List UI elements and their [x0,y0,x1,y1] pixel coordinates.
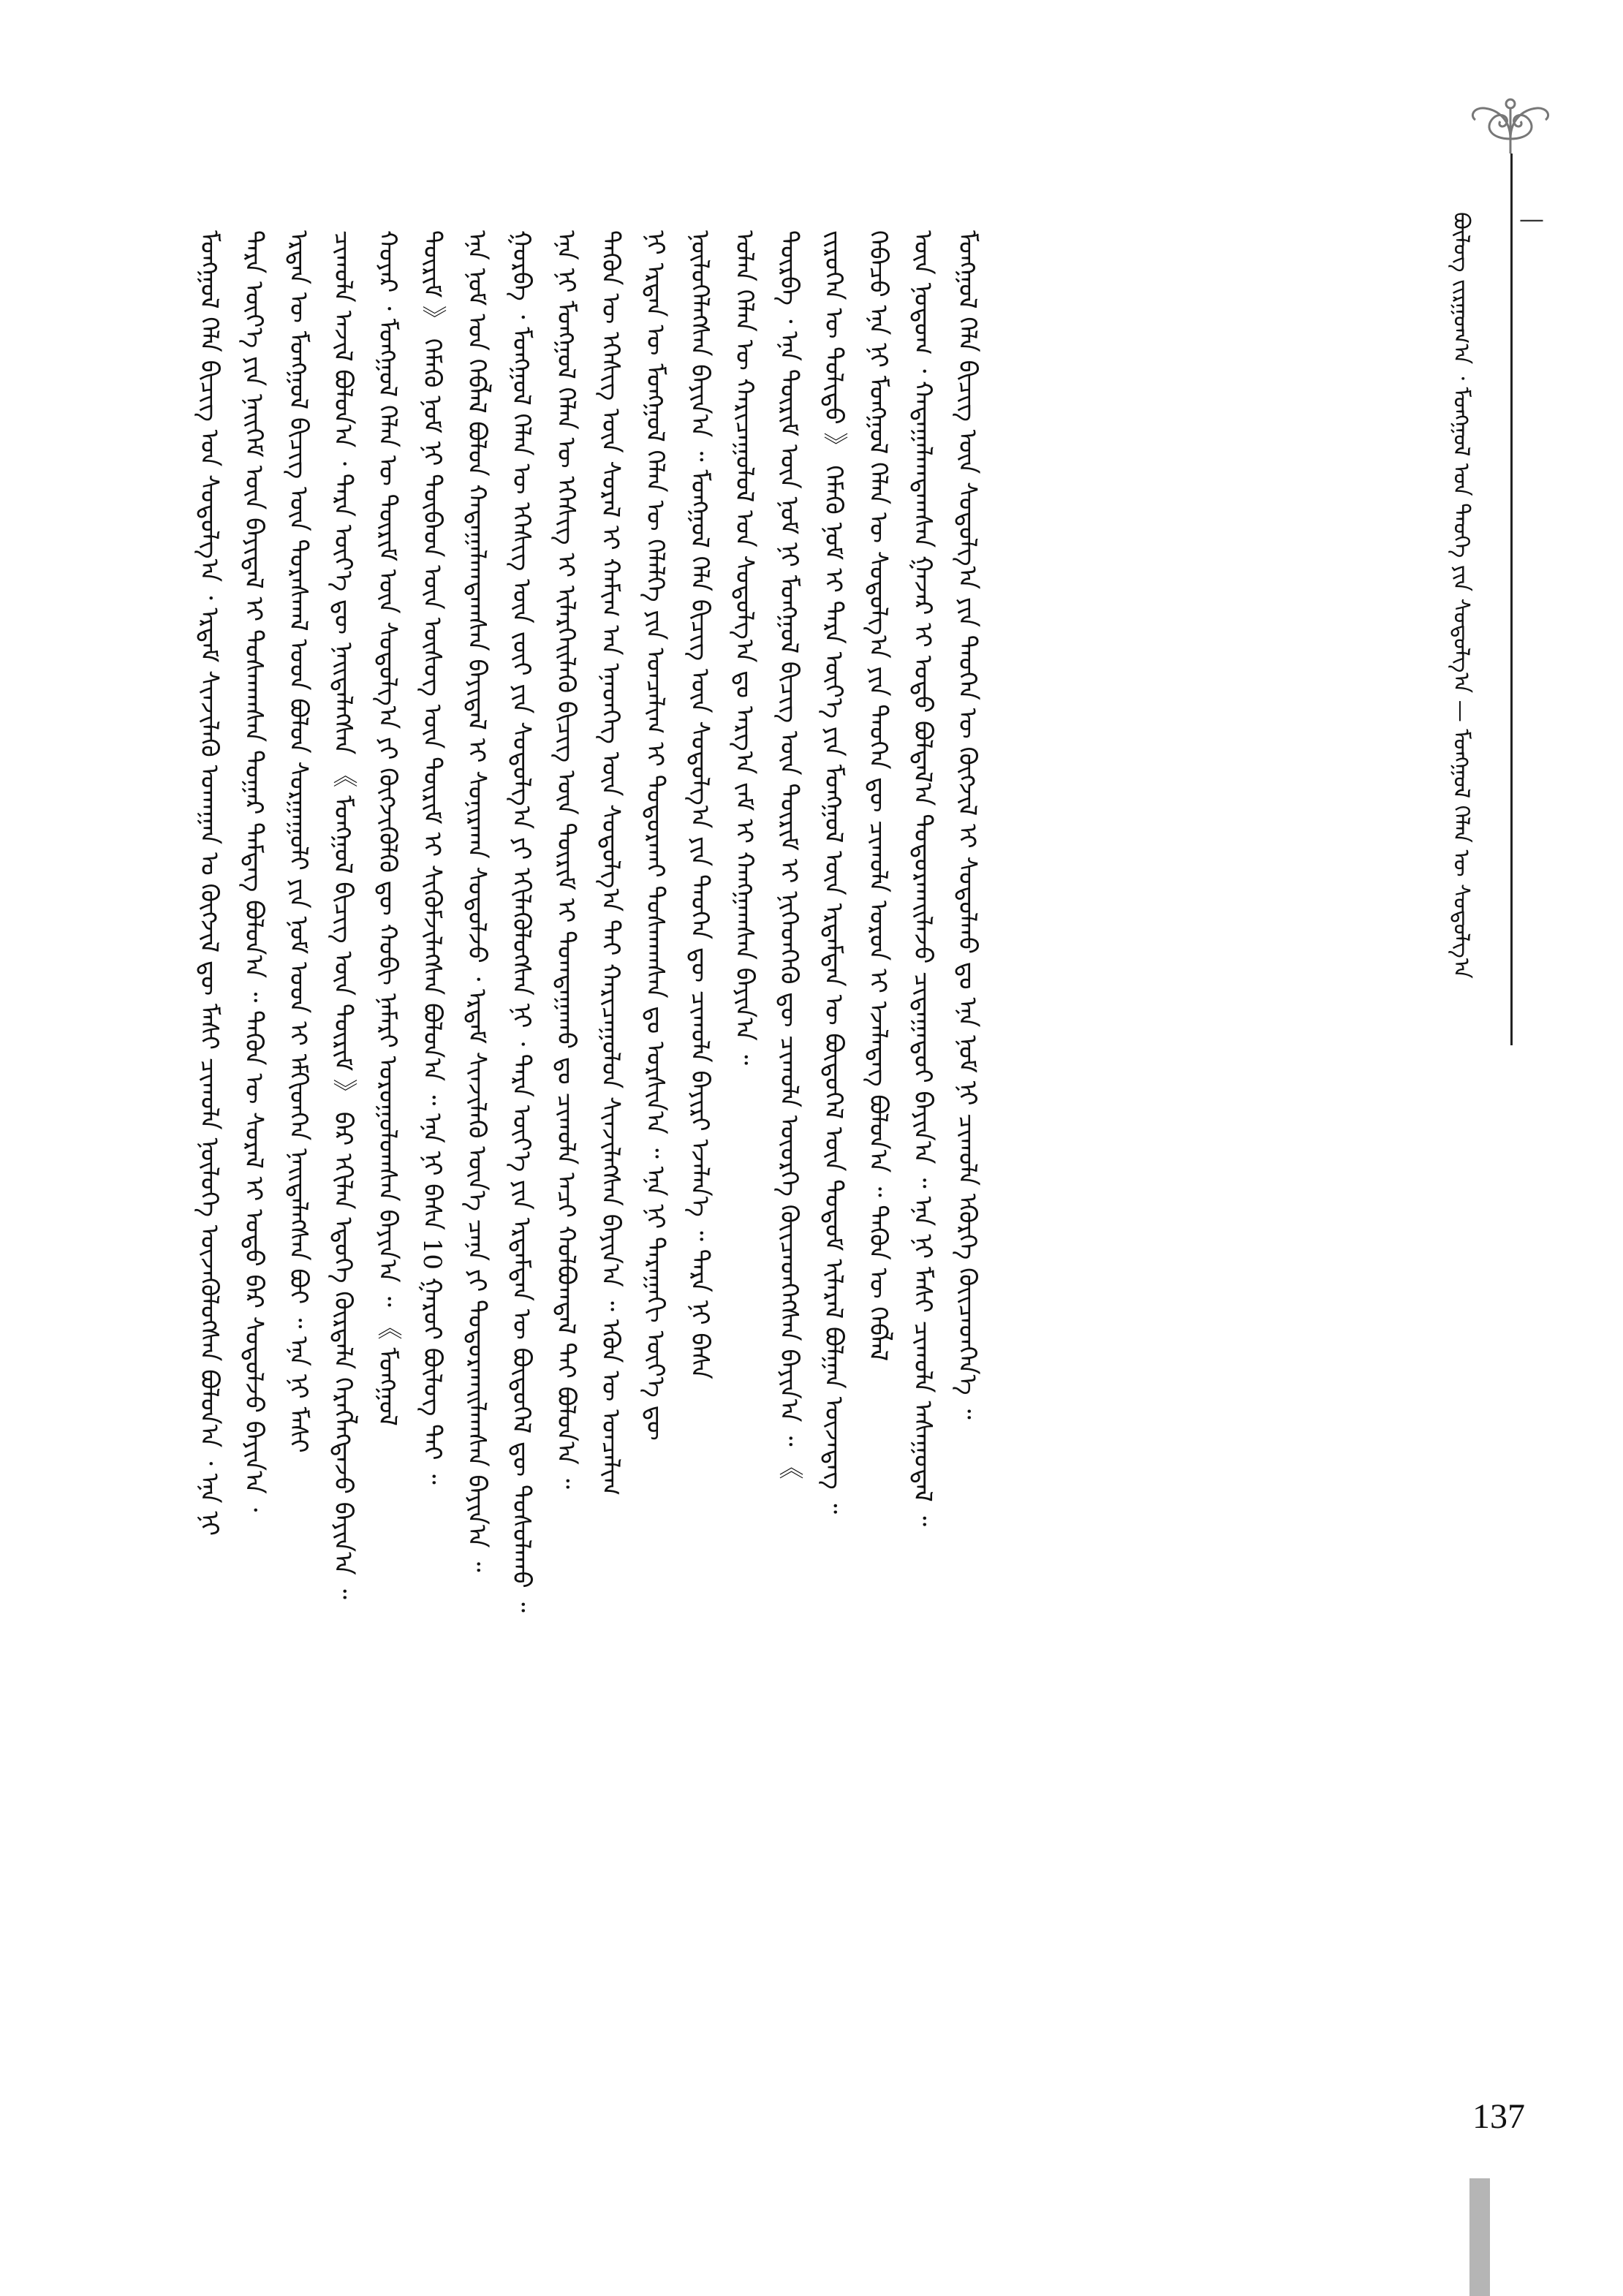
main-text [186,230,1396,2204]
text-column: ᠳᠦᠷᠢᠮ 》 ᠬᠡᠮᠡᠬᠦ ᠨᠣᠮ ᠨᠢ ᠲᠦᠪᠡᠳ ᠦᠨ ᠦᠰᠦᠭ ᠦᠨ ᠳᠦᠷᠢᠮ ᠢ ᠰᠢᠭᠦᠮᠵᠢᠯᠡᠭᠰᠡᠨ ᠪᠣᠯᠤᠨ᠎ᠠ ᠃ ᠡᠨᠡ ᠨᠢ ᠪᠠᠰᠠ 10 ᠭᠠᠷᠤᠢ ᠪᠦᠯᠦᠭ ᠲᠡᠢ ᠃ [417,230,447,1485]
text-column: ᠨᠥᠯᠦᠭᠡᠯᠡᠭᠰᠡᠨ ᠪᠠᠶᠢᠨ᠎ᠠ ᠃ ᠮᠣᠩᠭᠣᠯ ᠬᠡᠯᠡ ᠪᠢᠴᠢᠭ ᠦᠨ ᠰᠤᠳᠤᠯᠭ᠎ᠠ ᠶᠢᠨ ᠲᠡᠦᠬᠡᠨ ᠳᠦ ᠴᠢᠬᠤᠯᠠ ᠪᠠᠶᠢᠷᠢ ᠡᠵᠡᠯᠡᠨ᠎ᠡ ᠃ ᠲᠡᠷᠡ ᠨᠢ ᠪᠠᠰᠠ [685,230,714,1379]
running-header [1433,88,1565,1053]
text-column: ᠵᠢᠷᠦᠭᠡᠨ ᠦ ᠲᠣᠯᠢᠲᠤ 》 ᠬᠡᠮᠡᠬᠦ ᠨᠣᠮ ᠢ ᠲᠡᠷᠡ ᠦᠶ᠎ᠡ ᠶᠢᠨ ᠮᠣᠩᠭᠣᠯ ᠦᠨ ᠡᠷᠳᠡᠮᠲᠡᠨ ᠦ ᠪᠦᠲᠦᠭᠡᠯ ᠦᠨ ᠳᠤᠲᠤᠮ ᠢᠯᠡᠷᠡᠯ ᠪᠣᠯᠭᠠᠨ ᠦᠵᠡᠳᠡᠭ ᠃ [819,230,848,1514]
text-column: ᠭᠤᠷᠪᠠ ᠂ ᠮᠣᠩᠭᠣᠯ ᠬᠡᠯᠡᠨ ᠦ ᠡᠭᠡᠰᠢᠭ ᠦᠨ ᠵᠦᠢ ᠶᠢᠨ ᠰᠤᠳᠤᠯᠭ᠎ᠠ ᠶᠢ ᠡᠬᠢᠯᠡᠭᠦᠯᠦᠭᠰᠡᠨ ᠨᠢ ᠂ ᠲᠡᠷᠡ ᠦᠶ᠎ᠡ ᠶᠢᠨ ᠡᠷᠳᠡᠮᠲᠡᠨ ᠦ ᠪᠦᠲᠦᠭᠡᠯ ᠳᠦ ᠲᠤᠰᠤᠯᠠᠬᠤ ᠃ [507,230,536,1613]
page-edge-tab [1469,2178,1490,2296]
text-column: ᠮᠣᠩᠭᠣᠯ ᠬᠡᠯᠡ ᠪᠢᠴᠢᠭ ᠤᠨ ᠰᠤᠳᠤᠯᠭ᠎ᠠ ᠂ ᠡᠷᠳᠡᠮ ᠰᠢᠨᠵᠢᠯᠡᠬᠦ ᠤᠬᠠᠭᠠᠨ ᠤ ᠬᠥᠭᠵᠢᠯ ᠳᠦ ᠮᠠᠰᠢ ᠴᠢᠬᠤᠯᠠ ᠨᠥᠯᠦᠭᠡ ᠦᠵᠡᠭᠦᠯᠦᠭᠰᠡᠨ ᠪᠣᠯᠤᠨ᠎ᠠ ᠂ ᠡᠨᠡ ᠨᠢ [194,230,224,1537]
text-column: ᠳᠥᠷᠪᠡ ᠂ ᠡᠨᠡ ᠳᠦᠷᠢᠮ ᠦᠨ ᠨᠣᠮ ᠨᠢ ᠮᠣᠩᠭᠣᠯ ᠪᠢᠴᠢᠭ ᠦᠨ ᠳᠦᠷᠢᠮ ᠢ ᠨᠢᠭᠡᠳᠭᠡᠬᠦ ᠳᠦ ᠴᠢᠬᠤᠯᠠ ᠦᠦᠷᠭᠡ ᠭᠦᠢᠴᠡᠳᠬᠡᠭᠰᠡᠨ ᠪᠠᠶᠢᠨ᠎ᠠ ᠃ 《 [774,230,803,1479]
text-column: ᠬᠣᠶᠠᠷ ᠂ ᠮᠣᠩᠭᠣᠯ ᠬᠡᠯᠡᠨ ᠦ ᠳᠦᠷᠢᠮ ᠦᠨ ᠰᠤᠳᠤᠯᠭ᠎ᠠ ᠶᠢ ᠬᠥᠭᠵᠢᠭᠦᠯᠬᠦ ᠳᠦ ᠬᠤᠪᠢ ᠨᠡᠮᠡᠷᠢ ᠣᠷᠣᠭᠤᠯᠤᠭᠰᠠᠨ ᠪᠠᠶᠢᠨ᠎ᠠ ᠃ 《 ᠮᠣᠩᠭᠣᠯ [373,230,402,1426]
text-column: ᠨᠢ ᠡᠷᠲᠡᠨ ᠦ ᠮᠣᠩᠭᠣᠯ ᠬᠡᠯᠡᠨ ᠦ ᠬᠡᠯᠡᠯᠭᠡ ᠶᠢᠨ ᠣᠨᠴᠠᠯᠢᠭ ᠢ ᠲᠣᠳᠣᠷᠬᠠᠢ ᠲᠤᠰᠬᠠᠭᠰᠠᠨ ᠳᠤ ᠣᠷᠰᠢᠨ᠎ᠠ ᠃ ᠡᠨᠡ ᠨᠢ ᠳᠠᠷᠠᠭᠠᠬᠢ ᠦᠶ᠎ᠡ ᠳᠦ [640,230,670,1441]
running-header-title: ᠪᠦᠯᠦᠭ ᠵᠢᠷᠭᠤᠭ᠎ᠠ ᠂ ᠮᠣᠩᠭᠣᠯ ᠤᠨ ᠲᠡᠦᠬᠡ ᠶᠢᠨ ᠰᠤᠳᠤᠯᠭ᠎ᠠ — ᠮᠣᠩᠭᠣᠯ ᠬᠡᠯᠡᠨ ᠦ ᠰᠤᠳᠤᠯᠭ᠎ᠠ [1448,212,1474,979]
text-column: ᠲᠡᠷᠡ ᠦᠶ᠎ᠡ ᠶᠢᠨ ᠨᠡᠢᠭᠡᠮ ᠦᠨ ᠪᠠᠶᠢᠳᠠᠯ ᠢ ᠲᠤᠰᠬᠠᠭᠰᠠᠨ ᠳᠤᠭᠠᠷ ᠲᠡᠮᠳᠡᠭ ᠪᠣᠯᠤᠨ᠎ᠠ ᠃ ᠲᠡᠭᠦᠨ ᠦ ᠰᠤᠷᠠᠯ ᠢ ᠣᠳᠣ ᠪᠠᠷ ᠰᠤᠳᠤᠯᠵᠤ ᠪᠠᠶᠢᠨ᠎ᠠ ᠂ [239,230,268,1512]
text-column: ᠮᠣᠩᠭᠣᠯ ᠬᠡᠯᠡ ᠪᠢᠴᠢᠭ ᠦᠨ ᠰᠤᠳᠤᠯᠭ᠎ᠠ ᠶᠢᠨ ᠲᠡᠦᠬᠡᠨ ᠦ ᠬᠥᠭᠵᠢᠯ ᠢ ᠰᠤᠳᠤᠯᠬᠤ ᠳᠤ ᠡᠨᠡ ᠨᠣᠮ ᠨᠢ ᠴᠢᠬᠤᠯᠠ ᠡᠬᠦᠷᠭᠡ ᠭᠦᠢᠴᠡᠳᠬᠡᠨ᠎ᠡ ᠃ [953,230,982,1420]
text-column: ᠭᠡᠪᠡᠴᠦ ᠡᠨᠡ ᠨᠢ ᠮᠣᠩᠭᠣᠯ ᠬᠡᠯᠡᠨ ᠦ ᠰᠤᠳᠤᠯᠭ᠎ᠠ ᠶᠢᠨ ᠲᠡᠦᠬᠡᠨ ᠳᠦ ᠴᠢᠬᠤᠯᠠ ᠣᠷᠤᠨ ᠢ ᠡᠵᠡᠯᠡᠳᠡᠭ ᠪᠣᠯᠤᠨ᠎ᠠ ᠃ ᠲᠡᠭᠦᠨ ᠦ ᠬᠡᠪᠯᠡᠯ [863,230,893,1362]
text-column: ᠡᠨᠡ ᠨᠢ ᠮᠣᠩᠭᠣᠯ ᠬᠡᠯᠡᠨ ᠦ ᠡᠭᠡᠰᠢᠭ ᠢ ᠢᠯᠡᠷᠬᠡᠢᠯᠡᠬᠦ ᠪᠢᠴᠢᠭ ᠦᠨ ᠳᠦᠷᠢᠮ ᠢ ᠲᠣᠭᠲᠠᠭᠠᠬᠤ ᠳᠤ ᠴᠢᠬᠤᠯᠠ ᠠᠴᠢ ᠬᠣᠯᠪᠣᠭᠳᠠᠯ ᠲᠠᠢ ᠪᠣᠯᠤᠨ᠎ᠠ ᠃ [551,230,580,1489]
header-separator: — [1519,205,1544,234]
text-column: ᠦᠨ ᠨᠤᠲᠤᠭ ᠂ ᠬᠠᠳᠠᠭᠠᠯᠠᠭᠳᠠᠭᠰᠠᠨ ᠭᠠᠵᠠᠷ ᠢ ᠣᠳᠣ ᠪᠣᠯᠲᠠᠯ᠎ᠠ ᠲᠣᠳᠣᠷᠬᠠᠢᠯᠠᠵᠤ ᠴᠢᠳᠠᠭᠠᠳᠤᠢ ᠪᠠᠶᠢᠨ᠎ᠠ ᠃ ᠡᠨᠡ ᠨᠢ ᠮᠠᠰᠢ ᠴᠢᠬᠤᠯᠠ ᠠᠰᠠᠭᠤᠳᠠᠯ ᠃ [908,230,937,1526]
ornament-icon [1462,88,1557,154]
page-number: 137 [1472,2097,1525,2136]
text-column: ᠡᠨᠡ ᠨᠣᠮ ᠤᠨ ᠬᠡᠪᠯᠡᠯ ᠪᠣᠯᠤᠨ ᠬᠠᠳᠠᠭᠠᠯᠠᠭᠳᠠᠭᠰᠠᠨ ᠪᠠᠶᠢᠳᠠᠯ ᠢ ᠰᠣᠨᠢᠷᠬᠠᠨ ᠰᠤᠳᠤᠯᠵᠤ ᠂ ᠡᠷᠳᠡᠮ ᠰᠢᠨᠵᠢᠯᠡᠬᠦ ᠦᠨ᠎ᠡ ᠴᠡᠨᠡ ᠶᠢ ᠲᠣᠳᠣᠷᠬᠠᠢᠯᠠᠭᠰᠠᠨ ᠪᠠᠶᠢᠨ᠎ᠠ ᠃ [462,230,491,1572]
text-column: ᠲᠡᠭᠦᠨ ᠦ ᠡᠭᠡᠰᠢᠭ ᠦᠨ ᠰᠤᠷᠠᠯ ᠢ ᠬᠠᠮᠢᠭ ᠠᠨ ᠡᠨᠡᠳᠬᠡᠭ ᠦᠨ ᠰᠤᠳᠤᠯᠭ᠎ᠠ ᠲᠠᠢ ᠬᠠᠷᠢᠴᠠᠭᠤᠯᠤᠨ ᠰᠢᠨᠵᠢᠯᠡᠭᠰᠡᠨ ᠪᠠᠶᠢᠨ᠎ᠠ ᠃ ᠡᠭᠦᠨ ᠦ ᠣᠨᠴᠠᠯᠢᠭ [596,230,625,1496]
text-column: ᠡᠷᠲᠡᠨ ᠦ ᠮᠣᠩᠭᠣᠯ ᠪᠢᠴᠢᠭ ᠦᠨ ᠳᠤᠷᠠᠰᠬᠠᠯ ᠤᠳ ᠪᠣᠯᠤᠨ ᠰᠤᠷᠭᠠᠭᠤᠯᠢ ᠶᠢᠨ ᠨᠣᠮ ᠤᠳ ᠢ ᠡᠮᠬᠢᠳᠬᠡᠨ ᠨᠡᠢᠲᠡᠯᠡᠭᠰᠡᠨ ᠪᠤᠢ ᠃ ᠡᠨᠡ ᠨᠢ ᠮᠠᠰᠢ [284,230,313,1453]
header-rule [1510,154,1513,1045]
text-column: ᠣᠯᠠᠨ ᠬᠡᠯᠡᠨ ᠦ ᠬᠠᠷᠢᠴᠠᠭᠤᠯᠤᠯ ᠤᠨ ᠰᠤᠳᠤᠯᠭ᠎ᠠ ᠳᠤ ᠠᠷᠭ᠎ᠠ ᠵᠠᠮ ᠢ ᠬᠠᠩᠭᠠᠭᠰᠠᠨ ᠪᠠᠶᠢᠨ᠎ᠠ ᠃ [730,230,759,1065]
text-column: ᠴᠢᠬᠤᠯᠠ ᠠᠵᠢᠯ ᠪᠣᠯᠤᠨ᠎ᠠ ᠂ ᠲᠡᠷᠡ ᠦᠶ᠎ᠡ ᠳᠦ ᠨᠡᠢᠲᠡᠯᠡᠭᠰᠡᠨ 《 ᠮᠣᠩᠭᠣᠯ ᠪᠢᠴᠢᠭ ᠦᠨ ᠳᠦᠷᠢᠮ 》 ᠪᠡᠷ ᠡᠬᠢᠯᠡᠨ ᠡᠳᠦᠭᠡ ᠬᠦᠷᠲᠡᠯᠡ ᠬᠡᠷᠡᠭᠯᠡᠭᠳᠡᠵᠦ ᠪᠠᠶᠢᠨ᠎ᠠ ᠃ [328,230,357,1599]
